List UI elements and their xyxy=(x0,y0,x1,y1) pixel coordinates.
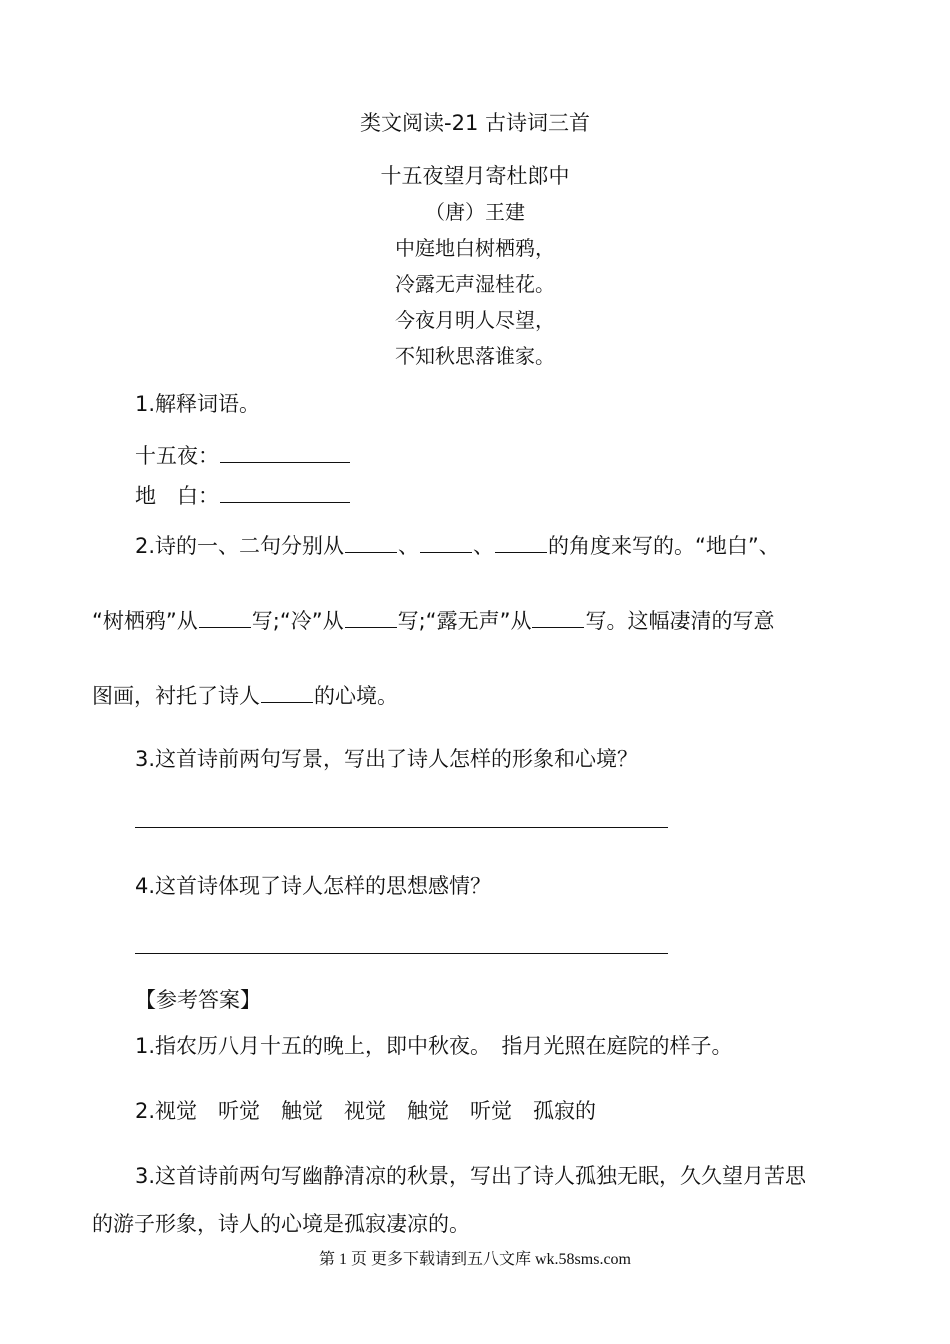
answers-header: 【参考答案】 xyxy=(135,988,261,1012)
poem-author: （唐）王建 xyxy=(425,200,525,224)
q2-text: 的角度来写的。“地白”、 xyxy=(548,534,780,558)
answer-blank[interactable] xyxy=(495,534,547,553)
answer-blank[interactable] xyxy=(345,534,397,553)
q2-text: 图画，衬托了诗人 xyxy=(92,684,260,708)
poem-line: 不知秋思落谁家。 xyxy=(395,344,555,368)
q2-text: 、 xyxy=(398,534,420,558)
page-footer: 第 1 页 更多下载请到五八文库 wk.58sms.com xyxy=(318,1251,631,1268)
question-4: 4.这首诗体现了诗人怎样的思想感情？ xyxy=(135,874,492,898)
answer-blank[interactable] xyxy=(261,684,313,703)
question-2-line-3 xyxy=(92,680,398,710)
q2-text: 写。这幅凄清的写意 xyxy=(585,609,775,633)
q1-term-label: 十五夜： xyxy=(135,444,219,468)
answer-1: 1.指农历八月十五的晚上，即中秋夜。 指月光照在庭院的样子。 xyxy=(135,1034,733,1058)
q2-text: 2.诗的一、二句分别从 xyxy=(135,534,345,558)
answer-blank[interactable] xyxy=(220,444,350,463)
q2-text: 的心境。 xyxy=(314,684,398,708)
q1-term-label: 地 白： xyxy=(135,484,219,508)
answer-blank[interactable] xyxy=(345,609,397,628)
q2-text: “树栖鸦”从 xyxy=(92,609,198,633)
answer-blank[interactable] xyxy=(532,609,584,628)
poem-title: 十五夜望月寄杜郎中 xyxy=(380,164,570,188)
poem-line: 中庭地白树栖鸦， xyxy=(395,236,555,260)
q2-text: 写;“冷”从 xyxy=(251,609,344,633)
poem-line: 今夜月明人尽望， xyxy=(395,308,555,332)
q2-text: 写;“露无声”从 xyxy=(397,609,532,633)
question-2-line-1 xyxy=(135,530,780,560)
answer-3-line-2: 的游子形象，诗人的心境是孤寂凄凉的。 xyxy=(92,1212,470,1236)
poem-line: 冷露无声湿桂花。 xyxy=(395,272,555,296)
q2-text: 、 xyxy=(473,534,495,558)
answer-line[interactable] xyxy=(135,953,668,954)
answer-blank[interactable] xyxy=(199,609,251,628)
document-title: 类文阅读-21 古诗词三首 xyxy=(360,111,590,135)
q1-term-1 xyxy=(135,440,351,470)
answer-blank[interactable] xyxy=(220,484,350,503)
answer-3-line-1: 3.这首诗前两句写幽静清凉的秋景，写出了诗人孤独无眠，久久望月苦思 xyxy=(135,1164,807,1188)
answer-blank[interactable] xyxy=(420,534,472,553)
question-2-line-2 xyxy=(92,605,774,635)
question-3: 3.这首诗前两句写景，写出了诗人怎样的形象和心境？ xyxy=(135,747,639,771)
q1-term-2 xyxy=(135,480,351,510)
question-1: 1.解释词语。 xyxy=(135,392,261,416)
answer-2: 2.视觉 听觉 触觉 视觉 触觉 听觉 孤寂的 xyxy=(135,1099,597,1123)
answer-line[interactable] xyxy=(135,827,668,828)
